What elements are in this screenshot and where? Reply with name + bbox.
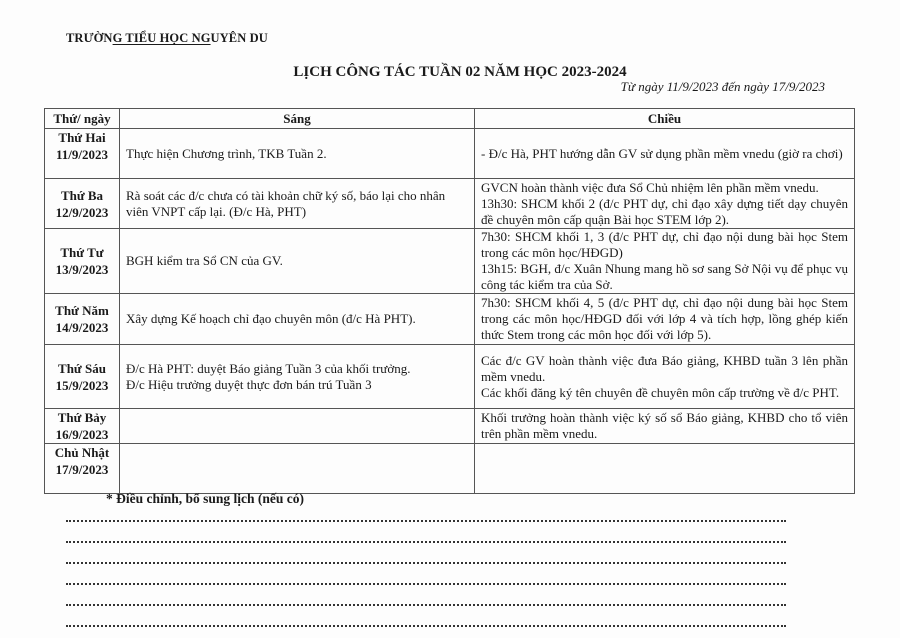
morning-task: Thực hiện Chương trình, TKB Tuần 2. (126, 145, 327, 161)
column-header-afternoon: Chiều (475, 109, 855, 129)
morning-cell (120, 345, 475, 409)
afternoon-cell (475, 409, 855, 444)
weekday: Thứ Sáu (58, 360, 106, 376)
morning-cell (120, 129, 475, 179)
afternoon-cell (475, 444, 855, 494)
day-cell (45, 294, 120, 345)
weekday: Thứ Năm (55, 303, 109, 318)
morning-task: Xây dựng Kế hoạch chỉ đạo chuyên môn (đ/c Hà PHT). (126, 311, 416, 326)
afternoon-task: - Đ/c Hà, PHT hướng dẫn GV sử dụng phần mềm vnedu (giờ ra chơi) (481, 145, 843, 161)
weekday: Thứ Hai (58, 130, 106, 145)
weekday: Thứ Ba (60, 187, 104, 203)
table-header-row (45, 109, 855, 129)
day-cell (45, 179, 120, 229)
day-cell (45, 409, 120, 444)
afternoon-cell (475, 294, 855, 345)
afternoon-task: 13h15: BGH, đ/c Xuân Nhung mang hồ sơ sang Sở Nội vụ để phục vụ công tác kiểm tra của Sở. (481, 261, 848, 292)
blank-line (66, 625, 786, 627)
blank-line (66, 583, 786, 585)
blank-line (66, 604, 786, 606)
afternoon-task: 7h30: SHCM khối 1, 3 (đ/c PHT dự, chỉ đạo nội dung bài học Stem trong các môn học/HĐGD) (481, 229, 848, 260)
blank-line (66, 541, 786, 543)
day-cell (45, 229, 120, 294)
afternoon-task: 13h30: SHCM khối 2 (đ/c PHT dự, chỉ đạo xây dựng tiết dạy chuyên đề chuyên môn cấp quận Bài học STEM lớp 2). (481, 195, 848, 227)
morning-task: Đ/c Hiệu trưởng duyệt thực đơn bán trú Tuần 3 (126, 376, 372, 392)
school-name-part: TRƯỜN (66, 31, 113, 45)
weekday: Chủ Nhật (54, 445, 110, 460)
date: 13/9/2023 (55, 262, 109, 277)
weekday: Thứ Tư (60, 245, 104, 260)
table-row (45, 409, 855, 444)
date: 12/9/2023 (55, 204, 109, 220)
afternoon-cell (475, 179, 855, 229)
afternoon-task: Khối trưởng hoàn thành việc ký số sổ Báo giảng, KHBD cho tổ viên trên phần mềm vnedu. (481, 410, 848, 441)
morning-cell (120, 229, 475, 294)
date: 15/9/2023 (55, 377, 109, 393)
blank-line (66, 520, 786, 522)
date: 14/9/2023 (55, 320, 109, 335)
table-row (45, 444, 855, 494)
column-header-day: Thứ/ ngày (45, 109, 120, 129)
schedule-table (44, 108, 855, 494)
day-cell (45, 345, 120, 409)
table-row (45, 129, 855, 179)
table-row (45, 229, 855, 294)
afternoon-cell (475, 129, 855, 179)
afternoon-cell (475, 345, 855, 409)
blank-line (66, 562, 786, 564)
notes-title: * Điều chỉnh, bổ sung lịch (nếu có) (106, 491, 305, 506)
table-row (45, 345, 855, 409)
morning-cell (120, 294, 475, 345)
date-range: Từ ngày 11/9/2023 đến ngày 17/9/2023 (620, 79, 825, 94)
date: 11/9/2023 (55, 147, 108, 162)
morning-cell (120, 179, 475, 229)
weekday: Thứ Bảy (57, 410, 107, 425)
school-name (66, 31, 268, 46)
afternoon-task: 7h30: SHCM khối 4, 5 (đ/c PHT dự, chỉ đạo nội dung bài học Stem trong các môn học/HĐGD đối với lớp 4 và tích hợp, lồng ghép kiến thức Stem trong các môn học đối với lớp 5). (481, 295, 848, 342)
day-cell (45, 129, 120, 179)
afternoon-task: Các đ/c GV hoàn thành việc đưa Báo giảng, KHBD tuần 3 lên phần mềm vnedu. (481, 352, 848, 384)
date: 16/9/2023 (55, 427, 109, 442)
document-title: LỊCH CÔNG TÁC TUẦN 02 NĂM HỌC 2023-2024 (293, 64, 627, 80)
morning-task: Rà soát các đ/c chưa có tài khoản chữ ký số, báo lại cho nhân viên VNPT cấp lại. (Đ/c Hà, PHT) (126, 187, 446, 219)
day-cell (45, 444, 120, 494)
table-row (45, 179, 855, 229)
school-name-part: UYÊN DU (210, 31, 268, 45)
morning-task: BGH kiểm tra Sổ CN của GV. (126, 253, 283, 268)
afternoon-task: GVCN hoàn thành việc đưa Sổ Chủ nhiệm lên phần mềm vnedu. (481, 179, 819, 195)
table-row (45, 294, 855, 345)
morning-cell (120, 444, 475, 494)
afternoon-task: Các khối đăng ký tên chuyên đề chuyên môn cấp trường về đ/c PHT. (481, 384, 840, 400)
column-header-morning: Sáng (120, 109, 475, 129)
morning-task: Đ/c Hà PHT: duyệt Báo giảng Tuần 3 của khối trưởng. (126, 360, 411, 376)
afternoon-cell (475, 229, 855, 294)
date: 17/9/2023 (55, 462, 109, 477)
school-name-underlined: G TIỂU HỌC NG (112, 31, 211, 45)
morning-cell (120, 409, 475, 444)
